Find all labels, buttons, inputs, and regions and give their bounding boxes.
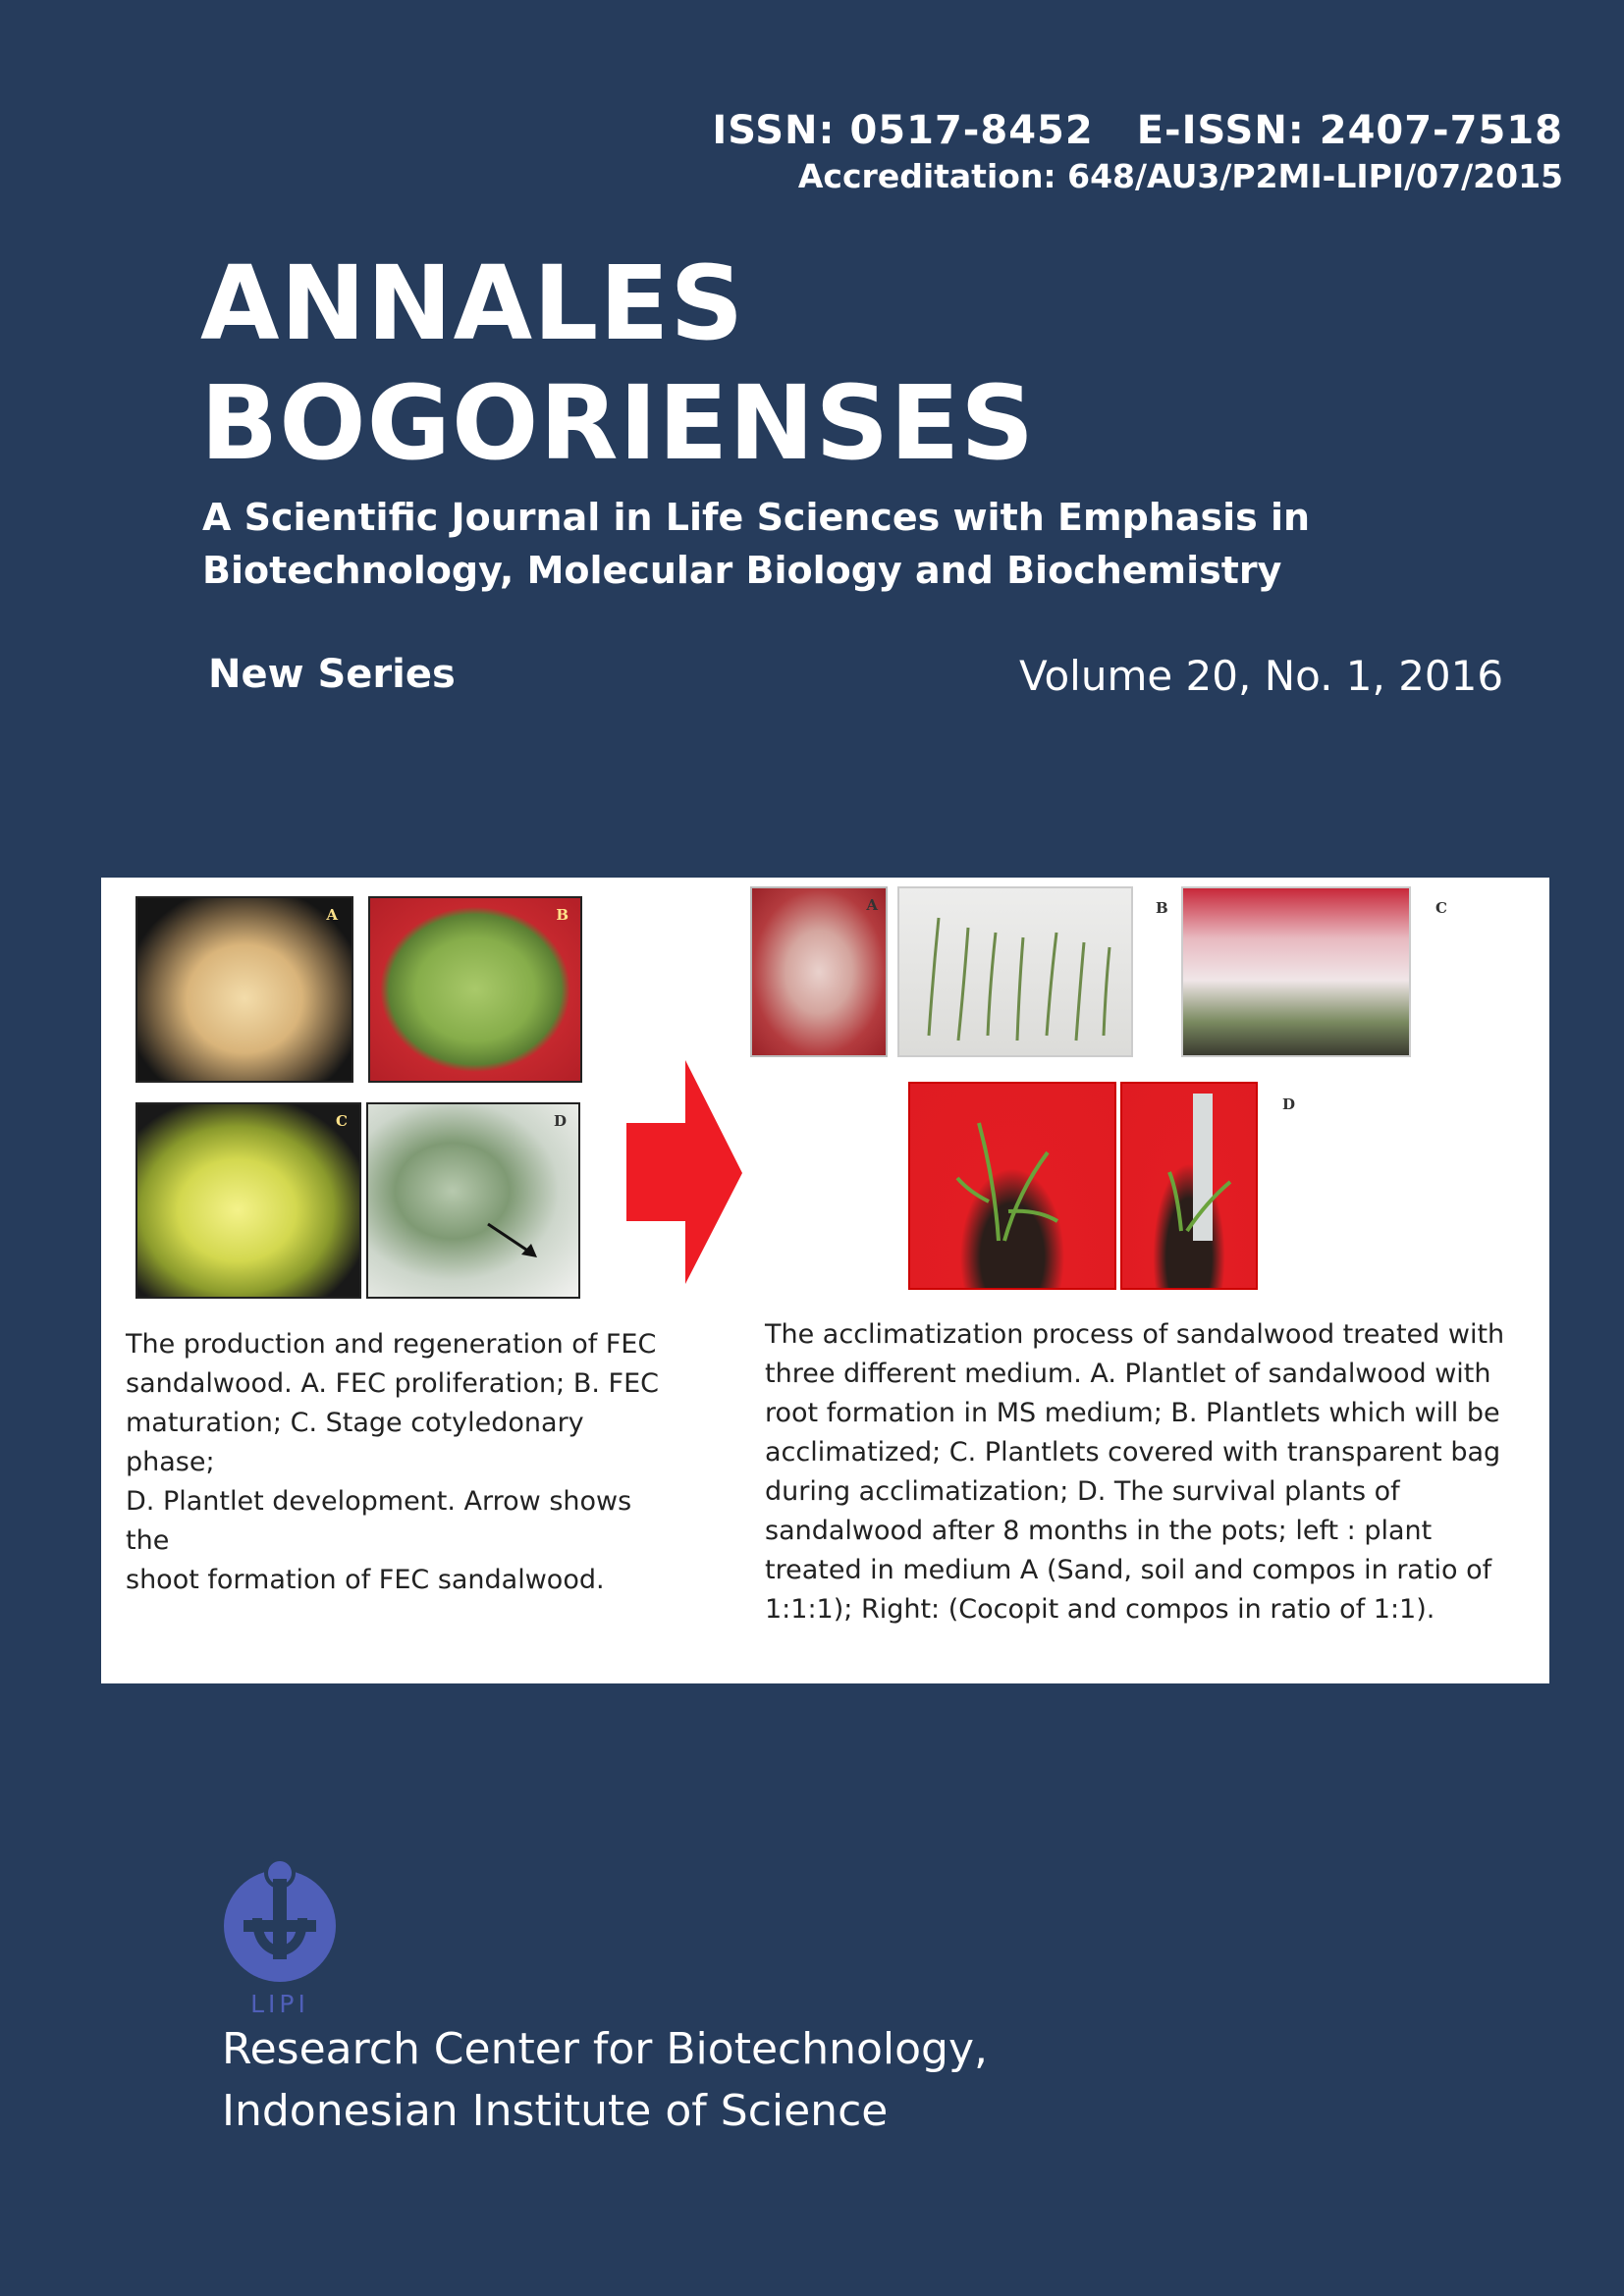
issn-line <box>712 108 1563 153</box>
photo-fec-maturation <box>368 896 582 1083</box>
issn: ISSN: 0517-8452 <box>712 108 1094 153</box>
photo-label: B <box>1156 899 1168 917</box>
plant-illustration <box>910 1084 1114 1288</box>
subtitle-line-2: Biotechnology, Molecular Biology and Biochemistry <box>202 549 1282 592</box>
photo-label: C <box>1435 899 1447 917</box>
caption-line: acclimatized; C. Plantlets covered with transparent bag <box>765 1437 1501 1468</box>
journal-title <box>200 243 1035 483</box>
cover-figure-panel <box>101 878 1549 1683</box>
photo-plantlets-covered-bag <box>1181 886 1411 1057</box>
caption-line: The acclimatization process of sandalwood treated with <box>765 1319 1505 1350</box>
caption-line: treated in medium A (Sand, soil and compos in ratio of <box>765 1555 1492 1585</box>
caption-line: The production and regeneration of FEC <box>126 1329 657 1360</box>
title-line-1: ANNALES <box>200 243 745 363</box>
title-line-2: BOGORIENSES <box>200 363 1036 483</box>
subtitle-line-1: A Scientific Journal in Life Sciences with Emphasis in <box>202 496 1311 539</box>
caption-line: root formation in MS medium; B. Plantlets which will be <box>765 1398 1500 1428</box>
caption-line: sandalwood. A. FEC proliferation; B. FEC <box>126 1368 659 1399</box>
caption-line: during acclimatization; D. The survival plants of <box>765 1476 1400 1507</box>
volume-label: Volume 20, No. 1, 2016 <box>1019 652 1504 700</box>
journal-subtitle <box>202 491 1310 597</box>
photo-label: A <box>866 896 878 914</box>
photo-plantlets-to-acclimatize <box>897 886 1133 1057</box>
lipi-logo-icon <box>222 1857 338 2016</box>
photo-plant-cocopit <box>1120 1082 1258 1290</box>
photo-label: A <box>326 906 338 924</box>
accreditation: Accreditation: 648/AU3/P2MI-LIPI/07/2015 <box>797 157 1563 195</box>
photo-label: D <box>1282 1095 1296 1113</box>
photo-plant-medium-a <box>908 1082 1116 1290</box>
plant-illustration <box>1122 1084 1256 1288</box>
photo-label: D <box>553 1112 567 1130</box>
photo-fec-proliferation <box>135 896 353 1083</box>
eissn: E-ISSN: 2407-7518 <box>1136 108 1563 153</box>
caption-line: three different medium. A. Plantlet of sandalwood with <box>765 1359 1491 1389</box>
arrow-pointer-icon <box>486 1222 545 1261</box>
publisher-name <box>222 2018 988 2142</box>
plantlets-illustration <box>899 888 1131 1055</box>
caption-line: 1:1:1); Right: (Cocopit and compos in ratio of 1:1). <box>765 1594 1435 1625</box>
caption-line: sandalwood after 8 months in the pots; left : plant <box>765 1516 1433 1546</box>
photo-label: C <box>336 1112 348 1130</box>
photo-label: B <box>556 906 568 924</box>
right-figure-caption <box>765 1315 1541 1629</box>
logo-text: LIPI <box>250 1990 309 2016</box>
publisher-line-1: Research Center for Biotechnology, <box>222 2024 989 2074</box>
series-label: New Series <box>208 652 456 697</box>
photo-plantlet-ms-medium <box>750 886 888 1057</box>
photo-plantlet-development <box>366 1102 580 1299</box>
photo-cotyledonary-phase <box>135 1102 361 1299</box>
process-arrow-icon <box>626 1060 744 1286</box>
caption-line: shoot formation of FEC sandalwood. <box>126 1565 605 1595</box>
caption-line: maturation; C. Stage cotyledonary phase; <box>126 1408 584 1477</box>
caption-line: D. Plantlet development. Arrow shows the <box>126 1486 632 1556</box>
left-figure-caption <box>126 1325 676 1600</box>
publisher-line-2: Indonesian Institute of Science <box>222 2086 889 2136</box>
